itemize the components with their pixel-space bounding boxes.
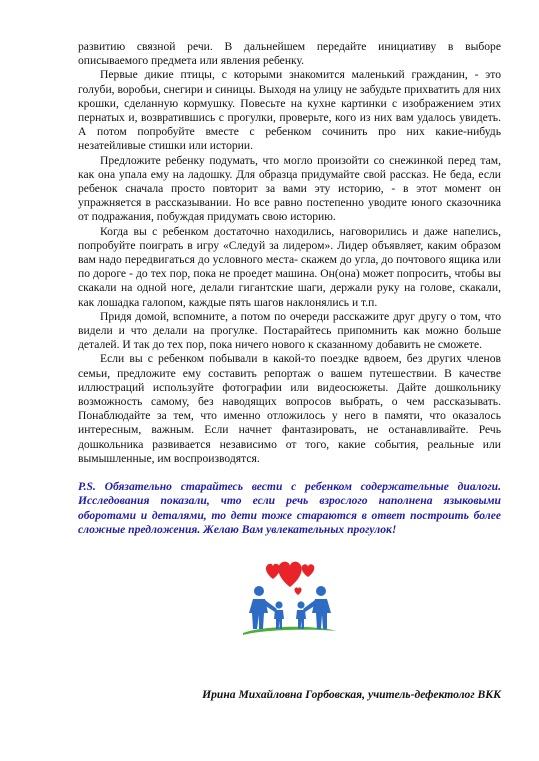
ps-note: P.S. Обязательно старайтесь вести с ребенком содержательные диалоги. Исследования показали, что если речь взрослого наполнена языковыми оборотами и деталями, то дети тоже стараются в ответ построить более сложные предложения. Желаю Вам увлекательных прогулок! — [78, 480, 501, 536]
paragraph-1: развитию связной речи. В дальнейшем передайте инициативу в выборе описываемого предмета или явления ребенку. — [78, 40, 501, 68]
left-heart-icon — [265, 564, 279, 579]
paragraph-3: Предложите ребенку подумать, что могло произойти со снежинкой перед там, как она упала ему на ладошку. Для образца придумайте свой рассказ. Не беда, если ребенок сначала просто повторит за вами эту историю, - в этот момент он упражняется в рассказывании. Но все равно постепенно уводите юного сказочника от подражания, побуждая придумать свою историю. — [78, 153, 501, 224]
paragraph-2: Первые дикие птицы, с которыми знакомится маленький гражданин, - это голуби, воробьи, снегири и синицы. Выходя на улицу не забудьте прихватить для них крошки, сделанную кормушку. Повесьте на кухне картинки с изображением этих пернатых и, возвратившись с прогулки, проверьте, кого из них вам удалось увидеть. А потом попробуйте вместе с ребенком сочинить про них какие-нибудь незатейливые стишки или истории. — [78, 68, 501, 153]
paragraph-5: Придя домой, вспомните, а потом по очереди расскажите друг другу о том, что видели и что делали на прогулке. Постарайтесь припомнить как можно больше деталей. И так до тех пор, пока ничего нового к сказанному добавить не сможете. — [78, 309, 501, 352]
right-heart-icon — [301, 564, 314, 577]
body-text — [78, 40, 501, 466]
child-figure-left-icon — [274, 601, 284, 629]
adult-figure-right-icon — [303, 586, 331, 629]
big-heart-icon — [278, 562, 301, 587]
paragraph-4: Когда вы с ребенком достаточно находились, наговорились и даже напелись, попробуйте поиграть в игру «Следуй за лидером». Лидер объявляет, каким образом вам надо передвигаться до условного места- скажем до угла, до почтового ящика или по дороге - до тех пор, пока не проедет машина. Он(она) может попросить, чтобы вы скакали на одной ноге, делали гигантские шаги, держали руку на голове, скакали, как лошадка галопом, каждые пять шагов наклонялись и т.п. — [78, 224, 501, 309]
child-figure-right-icon — [296, 601, 306, 629]
logo-container — [78, 555, 501, 641]
family-hearts-logo-icon — [235, 555, 345, 641]
author-signature: Ирина Михайловна Горбовская, учитель-дефектолог ВКК — [202, 688, 501, 701]
paragraph-6: Если вы с ребенком побывали в какой-то поездке вдвоем, без других членов семьи, предложите ему составить репортаж о вашем путешествии. В качестве иллюстраций используйте фотографии или видеосюжеты. Дайте дошкольнику возможность самому, без наводящих вопросов выбрать, о чем рассказывать. Понаблюдайте за тем, что именно отложилось у него в памяти, что оказалось интересным, важным. Если начнет фантазировать, не останавливайте. Речь дошкольника развивается независимо от того, какие события, реальные или вымышленные, им воспроизводятся. — [78, 352, 501, 465]
adult-figure-left-icon — [249, 586, 277, 629]
small-heart-icon — [294, 587, 301, 595]
